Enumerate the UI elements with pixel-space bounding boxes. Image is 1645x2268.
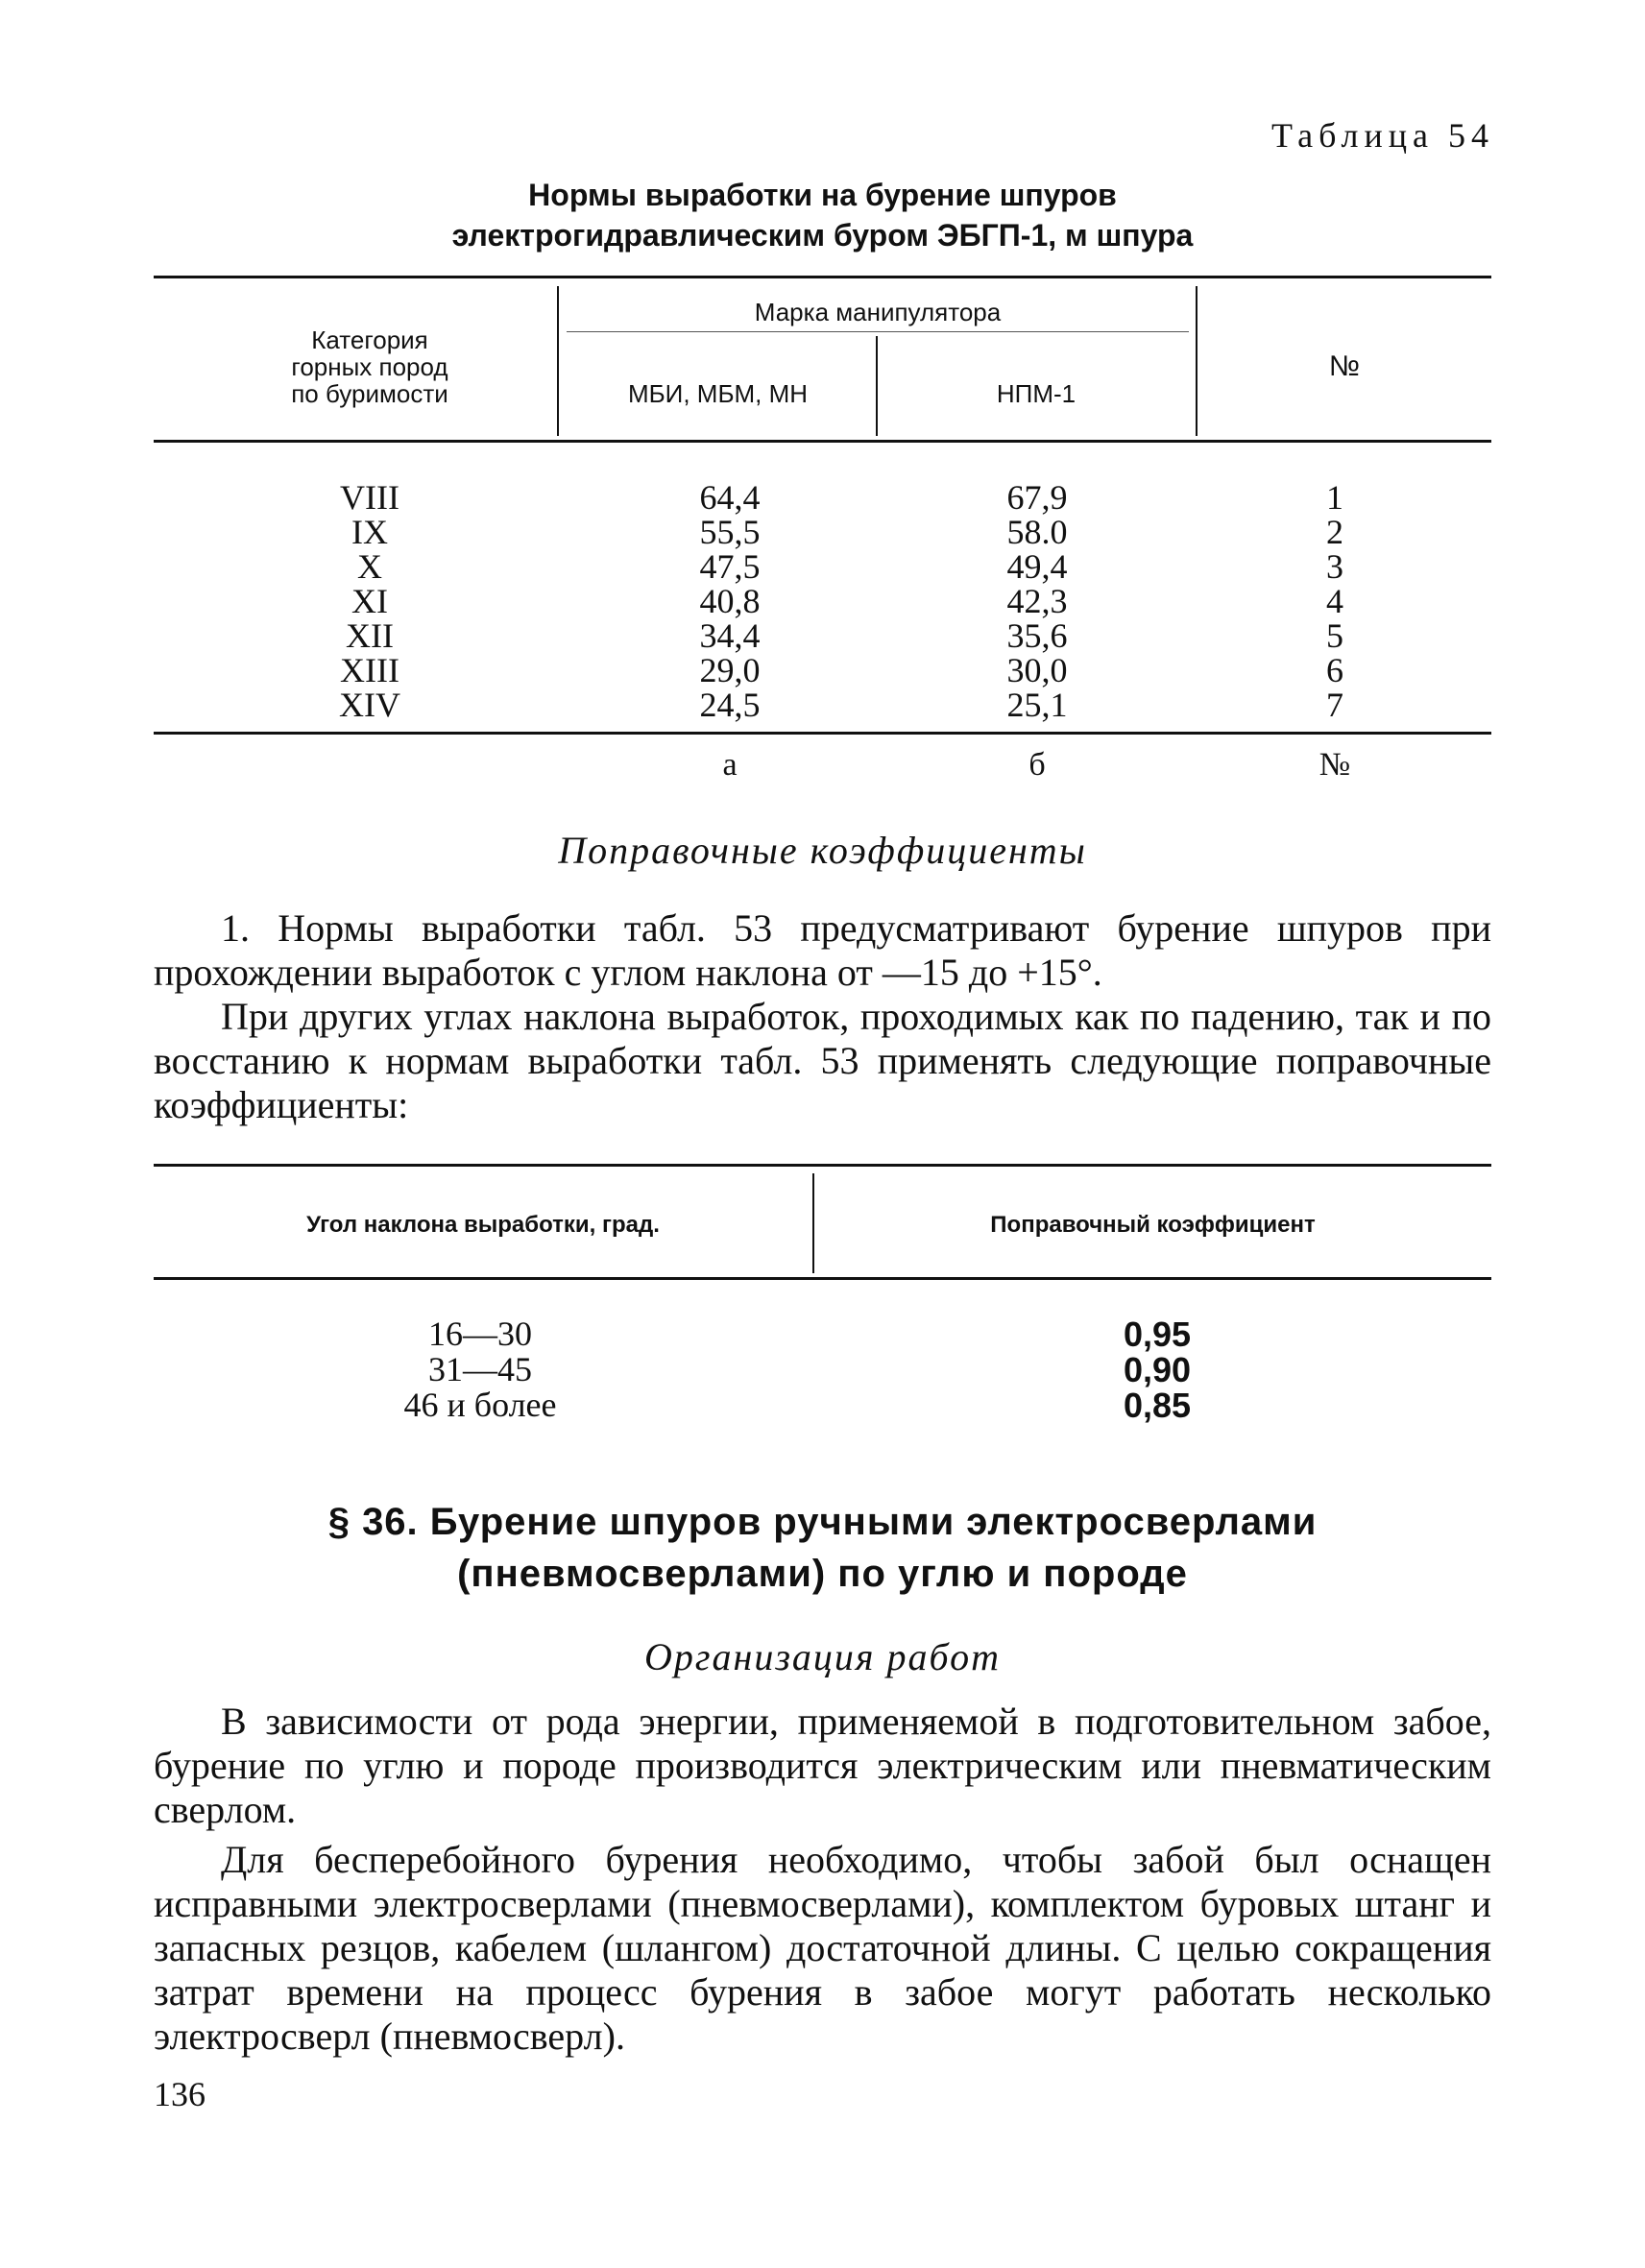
coef-table-header-bottom-rule [154, 1277, 1491, 1280]
table-cell: 6 [1326, 651, 1343, 689]
table-cell: 40,8 [699, 582, 761, 620]
table-cell: 49,4 [1006, 547, 1068, 586]
table-cell: 67,9 [1006, 478, 1068, 517]
table-cell: X [357, 547, 382, 586]
table-cell: 0,90 [1123, 1350, 1192, 1389]
table-cell: 1 [1326, 478, 1343, 517]
table-cell: 29,0 [699, 651, 761, 689]
table-cell: 42,3 [1006, 582, 1068, 620]
section-text [154, 1700, 1491, 2059]
table-cell: 58.0 [1006, 513, 1068, 551]
manipulator-header: Марка манипулятора [754, 298, 1002, 326]
angle-header: Угол наклона выработки, град. [306, 1212, 660, 1238]
column-letter-number: № [1318, 747, 1351, 783]
paragraph: Для бесперебойного бурения необходимо, чтобы забой был оснащен исправными электросверлами (пневмосверлами), комплектом буровых штанг и запасных резцов, кабелем (шлангом) достаточной длины. С целью сокращения затрат времени на процесс бурения в забое могут работать несколько электросверл (пневмосверл). [154, 1838, 1491, 2058]
table-cell: 5 [1326, 616, 1343, 655]
category-header [192, 326, 547, 407]
table-cell: 16—30 [428, 1315, 532, 1353]
corrections-text [154, 906, 1491, 1127]
table-cell: 7 [1326, 686, 1343, 724]
coef-table-top-rule [154, 1164, 1491, 1167]
table-cell: 31—45 [428, 1350, 532, 1388]
paragraph: В зависимости от рода энергии, применяемой в подготовительном забое, бурение по углю и породе производится электрическим или пневматическим сверлом. [154, 1700, 1491, 1831]
column-divider [1196, 286, 1197, 436]
table-cell: 30,0 [1006, 651, 1068, 689]
col-b-values [893, 480, 1181, 722]
table-cell: 25,1 [1006, 686, 1068, 724]
section-heading [0, 1496, 1645, 1600]
subsection-title: Организация работ [643, 1635, 1001, 1678]
table-cell: XII [346, 616, 394, 655]
column-letter-b: б [1028, 747, 1046, 783]
table-cell: 55,5 [699, 513, 761, 551]
table-cell: 0,95 [1123, 1315, 1192, 1354]
category-header-line-2: горных пород [291, 352, 448, 381]
table-cell: 3 [1326, 547, 1343, 586]
row-number-column [1191, 480, 1479, 722]
subheader-rule [567, 331, 1189, 332]
section-heading-line-2: (пневмосверлами) по углю и породе [457, 1553, 1188, 1595]
page-number: 136 [154, 2075, 206, 2113]
paragraph: 1. Нормы выработки табл. 53 предусматривают бурение шпуров при прохождении выработок с углом наклона от —15 до +15°. [154, 906, 1491, 994]
table-cell: XIII [340, 651, 399, 689]
table-cell: 34,4 [699, 616, 761, 655]
column-divider [876, 336, 878, 436]
table-cell: XI [351, 582, 388, 620]
number-header: № [1328, 350, 1361, 382]
table-cell: IX [351, 513, 388, 551]
column-letter-a: а [722, 747, 738, 783]
table-bottom-rule [154, 732, 1491, 735]
table-cell: 24,5 [699, 686, 761, 724]
table-cell: 47,5 [699, 547, 761, 586]
column-divider [557, 286, 559, 436]
table-title [0, 175, 1645, 255]
col-a-values [595, 480, 864, 722]
table-cell: 46 и более [403, 1386, 557, 1424]
category-column [240, 480, 499, 722]
coefficient-header: Поправочный коэффициент [990, 1212, 1316, 1238]
table-number-label: Таблица 54 [1271, 116, 1494, 155]
category-header-line-3: по буримости [291, 379, 448, 408]
coefficient-column [1013, 1316, 1301, 1423]
angle-column [336, 1316, 624, 1423]
table-cell: 64,4 [699, 478, 761, 517]
table-cell: 4 [1326, 582, 1343, 620]
category-header-line-1: Категория [311, 326, 428, 354]
paragraph: При других углах наклона выработок, проходимых как по падению, так и по восстанию к нормам выработки табл. 53 применять следующие поправочные коэффициенты: [154, 995, 1491, 1126]
table-top-rule [154, 276, 1491, 278]
corrections-title: Поправочные коэффициенты [558, 829, 1087, 872]
table-title-line-1: Нормы выработки на бурение шпуров [528, 178, 1117, 212]
table-cell: 0,85 [1123, 1386, 1192, 1425]
table-title-line-2: электрогидравлическим буром ЭБГП-1, м шпура [451, 218, 1194, 253]
table-cell: XIV [339, 686, 400, 724]
col-a-header: МБИ, МБМ, МН [627, 379, 809, 408]
section-heading-line-1: § 36. Бурение шпуров ручными электросверлами [327, 1501, 1318, 1543]
table-cell: 2 [1326, 513, 1343, 551]
table-cell: VIII [340, 478, 399, 517]
table-header-bottom-rule [154, 440, 1491, 443]
col-b-header: НПМ-1 [996, 379, 1077, 408]
table-cell: 35,6 [1006, 616, 1068, 655]
